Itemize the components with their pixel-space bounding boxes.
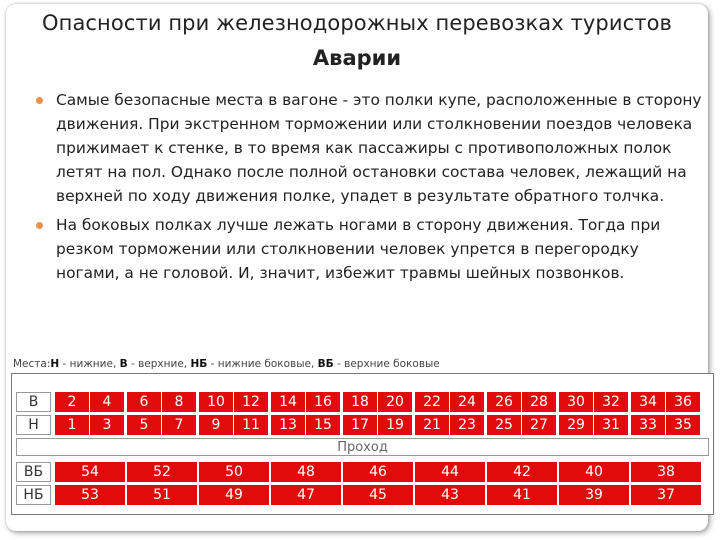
seat-cell: 50: [199, 462, 269, 482]
row-label-side-upper: ВБ: [16, 462, 51, 482]
bullet-dot-icon: [36, 97, 43, 104]
seat-cell: 6: [127, 392, 161, 412]
row-label-lower: Н: [16, 415, 51, 435]
bullet-text: На боковых полках лучше лежать ногами в сторону движения. Тогда при резком торможении или столкновении человек упрется в перегородку ногами, а не головой. И, значит, избежит травмы шейных позвонков.: [56, 216, 661, 282]
slide-subtitle: Аварии: [312, 46, 402, 70]
seat-cell: 15: [306, 415, 340, 435]
legend-desc: - верхние боковые: [333, 358, 440, 370]
seat-cell: 27: [522, 415, 556, 435]
corridor-label: Проход: [16, 438, 709, 456]
seat-cell: 33: [631, 415, 665, 435]
seat-cell: 52: [127, 462, 197, 482]
seat-cell: 3: [90, 415, 124, 435]
legend-desc: - верхние,: [127, 358, 191, 370]
seat-cell: 20: [378, 392, 412, 412]
seat-cell: 21: [415, 415, 449, 435]
seat-cell: 10: [199, 392, 233, 412]
seat-map: [11, 373, 714, 515]
seat-cell: 16: [306, 392, 340, 412]
row-label-upper: В: [16, 392, 51, 412]
seat-cell: 7: [162, 415, 196, 435]
seat-cell: 54: [55, 462, 125, 482]
legend-code: НБ: [190, 358, 208, 370]
seat-cell: 22: [415, 392, 449, 412]
seat-cell: 29: [559, 415, 593, 435]
seat-cell: 24: [450, 392, 484, 412]
legend-desc: - нижние боковые,: [207, 358, 318, 370]
bullet-dot-icon: [36, 222, 43, 229]
legend-code: Н: [50, 358, 60, 370]
seat-cell: 39: [559, 485, 629, 505]
seat-cell: 23: [450, 415, 484, 435]
bullet-item: [34, 88, 702, 208]
bullet-text: Самые безопасные места в вагоне - это полки купе, расположенные в сторону движения. При экстренном торможении или столкновении поездов человека прижимает к стенке, в то время как пассажиры с противоположных полок летят на пол. Однако после полной остановки состава человек, лежащий на верхней по ходу движения полке, упадет в результате обратного толчка.: [56, 91, 702, 205]
row-label-side-lower: НБ: [16, 485, 51, 505]
seat-cell: 46: [343, 462, 413, 482]
seat-cell: 8: [162, 392, 196, 412]
seat-cell: 12: [234, 392, 268, 412]
legend-prefix: Места:: [13, 358, 51, 370]
seat-cell: 19: [378, 415, 412, 435]
seat-cell: 2: [55, 392, 89, 412]
slide-title: Опасности при железнодорожных перевозках туристов: [41, 11, 673, 35]
seat-cell: 31: [594, 415, 628, 435]
seat-cell: 40: [559, 462, 629, 482]
seat-cell: 5: [127, 415, 161, 435]
seat-cell: 45: [343, 485, 413, 505]
seat-cell: 28: [522, 392, 556, 412]
seat-cell: 44: [415, 462, 485, 482]
seat-cell: 17: [343, 415, 377, 435]
bullet-list: [34, 88, 702, 290]
seat-cell: 1: [55, 415, 89, 435]
seat-cell: 42: [487, 462, 557, 482]
seat-cell: 48: [271, 462, 341, 482]
seat-cell: 35: [666, 415, 700, 435]
bullet-item: [34, 213, 702, 285]
seat-cell: 53: [55, 485, 125, 505]
seat-cell: 34: [631, 392, 665, 412]
seat-cell: 41: [487, 485, 557, 505]
legend-code: ВБ: [317, 358, 334, 370]
seat-cell: 51: [127, 485, 197, 505]
seat-cell: 30: [559, 392, 593, 412]
seat-cell: 9: [199, 415, 233, 435]
seat-cell: 36: [666, 392, 700, 412]
seat-cell: 38: [631, 462, 701, 482]
seat-cell: 25: [487, 415, 521, 435]
seat-legend: [13, 358, 440, 370]
seat-cell: 49: [199, 485, 269, 505]
seat-cell: 47: [271, 485, 341, 505]
seat-cell: 4: [90, 392, 124, 412]
seat-cell: 13: [271, 415, 305, 435]
seat-cell: 32: [594, 392, 628, 412]
seat-cell: 18: [343, 392, 377, 412]
legend-code: В: [119, 358, 128, 370]
seat-cell: 43: [415, 485, 485, 505]
seat-cell: 11: [234, 415, 268, 435]
seat-cell: 37: [631, 485, 701, 505]
seat-cell: 26: [487, 392, 521, 412]
legend-desc: - нижние,: [59, 358, 120, 370]
seat-cell: 14: [271, 392, 305, 412]
